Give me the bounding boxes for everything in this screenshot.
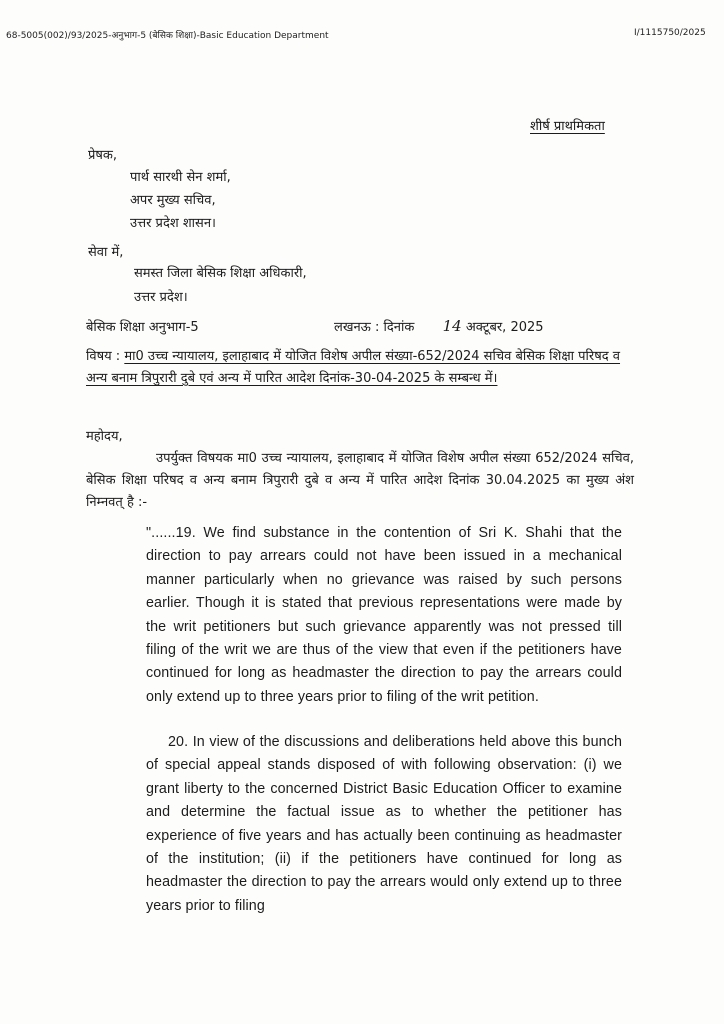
place-label: लखनऊ : दिनांक [334, 320, 415, 335]
recipient-label: सेवा में, [88, 245, 124, 260]
quote-paragraph-19: "......19. We find substance in the contention of Sri K. Shahi that the direction to pay arrears could not have been issued in a mechanical manner particularly when no grievance was raised by such persons earlier. Though it is stated that previous representations were made by the writ petitioners but such grievance apparently was not pressed till filing of the writ we are thus of the view that even if the petitioners have continued for long as headmaster the direction to pay the arrears could only extend up to three years prior to filing of the writ petition. [146, 525, 622, 705]
sender-office: उत्तर प्रदेश शासन। [130, 216, 216, 231]
salutation: महोदय, [86, 429, 123, 444]
recipient-name: समस्त जिला बेसिक शिक्षा अधिकारी, [134, 266, 307, 281]
subject-block [86, 346, 626, 390]
intro-paragraph: उपर्युक्त विषयक मा0 उच्च न्यायालय, इलाहाबाद में योजित विशेष अपील संख्या 652/2024 सचिव, बेसिक शिक्षा परिषद व अन्य बनाम त्रिपुरारी दुबे व अन्य में पारित आदेश दिनांक 30.04.2025 का मुख्य अंश निम्नवत् है :- [86, 451, 634, 510]
priority-label: शीर्ष प्राथमिकता [530, 119, 605, 134]
file-reference: 68-5005(002)/93/2025-अनुभाग-5 (बेसिक शिक्षा)-Basic Education Department [6, 31, 329, 41]
sender-designation: अपर मुख्य सचिव, [130, 193, 216, 208]
date-day: 14 [442, 317, 462, 335]
section-label: बेसिक शिक्षा अनुभाग-5 [86, 320, 199, 335]
place-date [334, 317, 544, 335]
sender-label: प्रेषक, [88, 148, 118, 163]
date-month-year: अक्टूबर, 2025 [465, 320, 544, 335]
subject-label: विषय : [86, 349, 121, 364]
document-number: I/1115750/2025 [634, 28, 706, 38]
sender-name: पार्थ सारथी सेन शर्मा, [130, 170, 231, 185]
subject-text: मा0 उच्च न्यायालय, इलाहाबाद में योजित विशेष अपील संख्या-652/2024 सचिव बेसिक शिक्षा परिषद व अन्य बनाम त्रिपुरारी दुबे एवं अन्य में पारित आदेश दिनांक-30-04-2025 के सम्बन्ध में। [86, 349, 621, 386]
recipient-state: उत्तर प्रदेश। [134, 290, 188, 305]
quote-paragraph-20: 20. In view of the discussions and deliberations held above this bunch of special appeal stands disposed of with following observation: (i) we grant liberty to the concerned District Basic Education Officer to examine and determine the factual issue as to whether the petitioner has experience of five years and has actually been continuing as headmaster of the institution; (ii) if the petitioners have continued for long as headmaster the direction to pay the arrears would only extend up to three years prior to filing [146, 734, 622, 914]
